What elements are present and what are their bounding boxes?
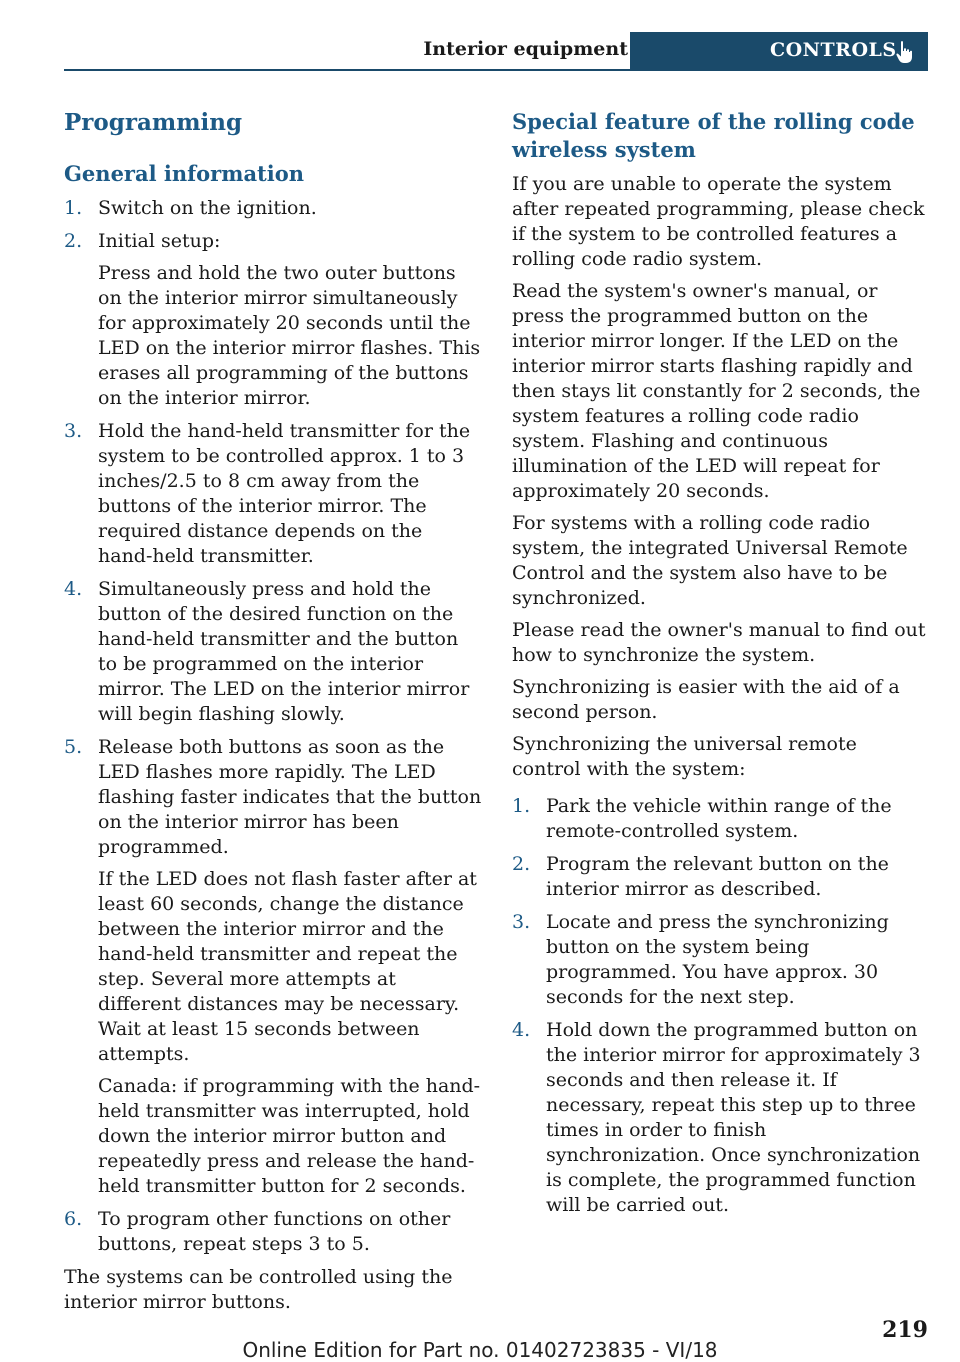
list-item [64,735,482,1199]
body-paragraph: If you are unable to operate the system after repeated programming, please check if the system to be controlled features a rolling code radio system. [512,173,925,270]
body-paragraph: Please read the owner's manual to find out how to synchronize the system. [512,619,926,666]
list-item [64,1207,482,1257]
step-text: Hold down the programmed button on the interior mirror for approximately 3 seconds and then release it. If necessary, repeat this step up to three times in order to finish synchronization. Once synchronization is complete, the programmed function will be carried out. [546,1019,921,1216]
step-text: Simultaneously press and hold the button of the desired function on the hand-held transmitter and the button to be programmed on the interior mirror. The LED on the interior mirror will begin flashing slowly. [98,578,470,725]
step-number: 2. [64,230,83,252]
step-text: Press and hold the two outer buttons on the interior mirror simultaneously for approximately 20 seconds until the LED on the interior mirror flashes. This erases all programming of the buttons on the interior mirror. [98,262,481,409]
list-item [64,196,482,221]
page-header [64,32,928,71]
step-text: To program other functions on other buttons, repeat steps 3 to 5. [98,1208,451,1255]
list-item [512,910,930,1010]
step-text: Canada: if programming with the hand-held transmitter was interrupted, hold down the interior mirror button and repeatedly press and release the hand-held transmitter button for 2 seconds. [98,1075,481,1197]
section-title: Programming [64,109,243,136]
header-chapter-tab [630,32,928,71]
list-item [512,794,930,844]
header-rule [64,69,928,71]
step-number: 6. [64,1208,83,1230]
step-text: Hold the hand-held transmitter for the system to be controlled approx. 1 to 3 inches/2.5 to 8 cm away from the buttons of the interior mirror. The required distance depends on the hand-held transmitter. [98,420,471,567]
list-item [64,577,482,727]
step-number: 2. [512,853,531,875]
programming-steps [64,196,482,1257]
subsection-title: General information [64,161,305,186]
step-number: 4. [512,1019,531,1041]
step-number: 4. [64,578,83,600]
edition-footer: Online Edition for Part no. 01402723835 - VI/18 [242,1338,718,1362]
body-paragraph: Read the system's owner's manual, or press the programmed button on the interior mirror longer. If the LED on the interior mirror starts flashing rapidly and then stays lit constantly for 2 seconds, the system features a rolling code radio system. Flashing and continuous illumination of the LED will repeat for approximately 20 seconds. [512,280,921,502]
list-item [512,1018,930,1218]
step-number: 3. [512,911,531,933]
body-paragraph: Synchronizing the universal remote control with the system: [512,733,857,780]
closing-paragraph: The systems can be controlled using the interior mirror buttons. [64,1266,453,1313]
step-number: 1. [512,795,531,817]
step-text: Release both buttons as soon as the LED flashes more rapidly. The LED flashing faster indicates that the button on the interior mirror has been programmed. [98,736,482,858]
right-column [512,108,930,1226]
step-text: Program the relevant button on the interior mirror as described. [546,853,889,900]
step-text: Initial setup: [98,230,221,252]
header-section-title: Interior equipment [423,38,628,60]
step-text: Park the vehicle within range of the remote-controlled system. [546,795,892,842]
step-text: Switch on the ignition. [98,197,317,219]
body-paragraph: Synchronizing is easier with the aid of a second person. [512,676,900,723]
list-item [512,852,930,902]
header-chapter-label: CONTROLS [770,39,897,61]
step-number: 5. [64,736,83,758]
body-paragraph: For systems with a rolling code radio system, the integrated Universal Remote Control and the system also have to be synchronized. [512,512,908,609]
left-column [64,108,482,1322]
list-item [64,229,482,411]
synchronization-steps [512,794,930,1218]
step-text: Locate and press the synchronizing button on the system being programmed. You have approx. 30 seconds for the next step. [546,911,889,1008]
section-title: Special feature of the rolling code wireless system [512,109,915,162]
page-number: 219 [882,1317,928,1343]
step-text: If the LED does not flash faster after at least 60 seconds, change the distance between the interior mirror and the hand-held transmitter and repeat the step. Several more attempts at different distances may be necessary. Wait at least 15 seconds between attempts. [98,868,477,1065]
list-item [64,419,482,569]
step-number: 3. [64,420,83,442]
step-number: 1. [64,197,83,219]
hand-pointer-icon [894,40,916,64]
